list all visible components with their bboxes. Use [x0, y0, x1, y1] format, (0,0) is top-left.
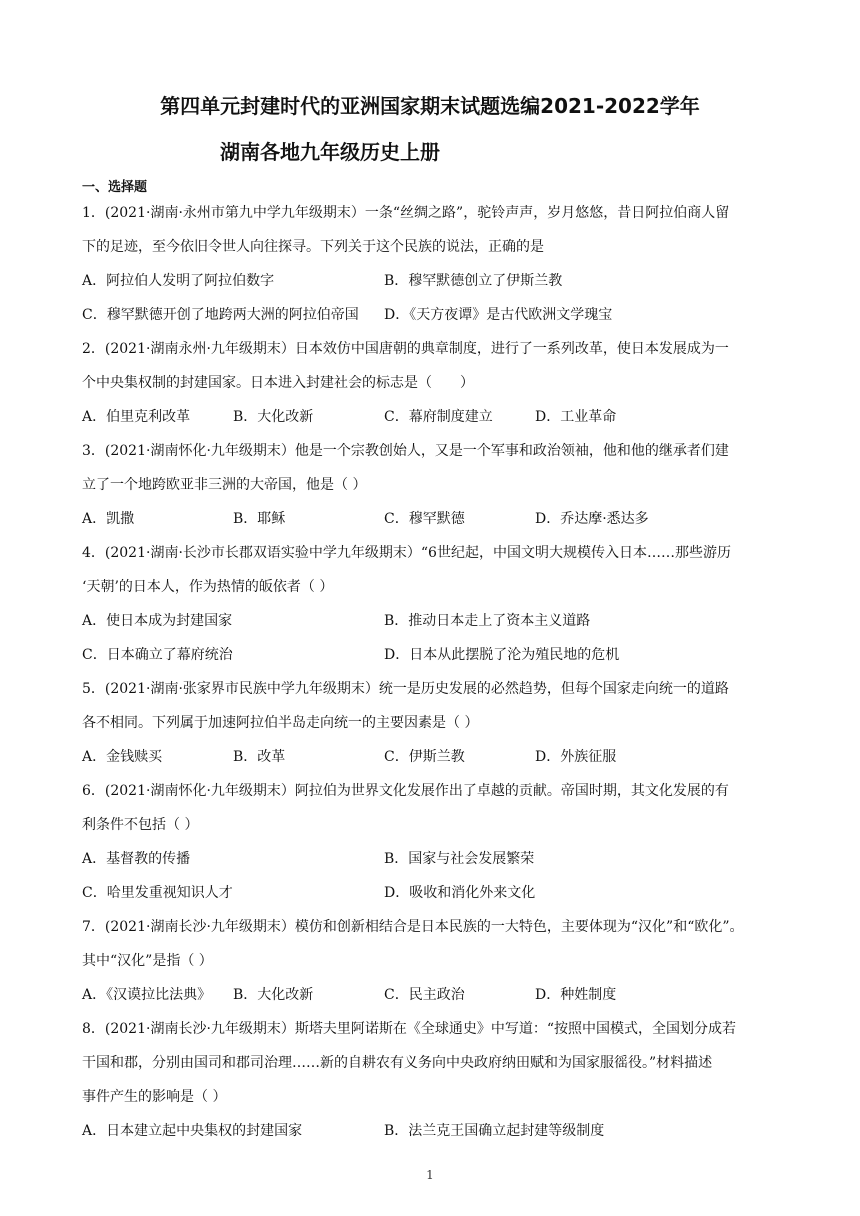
question-2-line-1: 2．(2021·湖南永州·九年级期末）日本效仿中国唐朝的典章制度，进行了一系列改革，使日本发展成为一	[82, 341, 729, 357]
question-3-line-2: 立了一个地跨欧亚非三洲的大帝国，他是（ ）	[82, 477, 367, 493]
question-1-option-a: A．阿拉伯人发明了阿拉伯数字	[82, 273, 275, 289]
question-5-option-d: D．外族征服	[535, 749, 617, 765]
question-4-option-d: D．日本从此摆脱了沦为殖民地的危机	[384, 647, 620, 663]
question-1-option-b: B．穆罕默德创立了伊斯兰教	[384, 273, 563, 289]
question-2-option-a: A．伯里克利改革	[82, 409, 191, 425]
question-4-line-1: 4．(2021·湖南·长沙市长郡双语实验中学九年级期末）“6世纪起，中国文明大规模传入日本……那些游历	[82, 545, 731, 561]
question-5-line-1: 5．(2021·湖南·张家界市民族中学九年级期末）统一是历史发展的必然趋势，但每个国家走向统一的道路	[82, 681, 729, 697]
question-3-line-1: 3．(2021·湖南怀化·九年级期末）他是一个宗教创始人，又是一个军事和政治领袖，他和他的继承者们建	[82, 443, 729, 459]
document-title: 第四单元封建时代的亚洲国家期末试题选编2021-2022学年	[160, 94, 700, 118]
question-4-line-2: ‘天朝’的日本人，作为热情的皈依者（ ）	[82, 579, 334, 595]
question-6-line-1: 6．(2021·湖南怀化·九年级期末）阿拉伯为世界文化发展作出了卓越的贡献。帝国时期，其文化发展的有	[82, 783, 729, 799]
question-1-line-1: 1．(2021·湖南·永州市第九中学九年级期末）一条“丝绸之路”，驼铃声声，岁月悠悠，昔日阿拉伯商人留	[82, 205, 730, 221]
question-5-option-a: A．金钱赎买	[82, 749, 163, 765]
question-8-option-a: A．日本建立起中央集权的封建国家	[82, 1123, 303, 1139]
question-7-option-c: C．民主政治	[384, 987, 465, 1003]
document-subtitle: 湖南各地九年级历史上册	[220, 140, 440, 164]
question-7-option-b: B．大化改新	[233, 987, 314, 1003]
question-7-option-a: A．《汉谟拉比法典》	[82, 987, 212, 1003]
question-7-line-2: 其中“汉化”是指（ ）	[82, 953, 213, 969]
question-1-option-d: D．《天方夜谭》是古代欧洲文学瑰宝	[384, 307, 613, 323]
question-3-option-a: A．凯撒	[82, 511, 135, 527]
question-3-option-d: D．乔达摩·悉达多	[535, 511, 649, 527]
question-6-option-c: C．哈里发重视知识人才	[82, 885, 233, 901]
question-5-option-c: C．伊斯兰教	[384, 749, 465, 765]
question-2-line-2: 个中央集权制的封建国家。日本进入封建社会的标志是（ ）	[82, 375, 474, 391]
question-6-option-d: D．吸收和消化外来文化	[384, 885, 536, 901]
question-2-option-d: D．工业革命	[535, 409, 617, 425]
question-8-option-b: B．法兰克王国确立起封建等级制度	[384, 1123, 605, 1139]
question-8-line-2: 干国和郡，分别由国司和郡司治理……新的自耕农有义务向中央政府纳田赋和为国家服徭役。”材料描述	[82, 1055, 713, 1071]
question-2-option-c: C．幕府制度建立	[384, 409, 493, 425]
question-3-option-c: C．穆罕默德	[384, 511, 465, 527]
question-5-line-2: 各不相同。下列属于加速阿拉伯半岛走向统一的主要因素是（ ）	[82, 715, 479, 731]
question-4-option-b: B．推动日本走上了资本主义道路	[384, 613, 591, 629]
question-1-option-c: C．穆罕默德开创了地跨两大洲的阿拉伯帝国	[82, 307, 359, 323]
page-number: 1	[426, 1168, 434, 1182]
question-8-line-1: 8．(2021·湖南长沙·九年级期末）斯塔夫里阿诺斯在《全球通史》中写道：“按照中国模式，全国划分成若	[82, 1021, 737, 1037]
question-8-line-3: 事件产生的影响是（ ）	[82, 1089, 227, 1105]
question-1-line-2: 下的足迹，至今依旧令世人向往探寻。下列关于这个民族的说法，正确的是	[82, 239, 544, 255]
question-4-option-c: C．日本确立了幕府统治	[82, 647, 233, 663]
question-7-line-1: 7．(2021·湖南长沙·九年级期末）模仿和创新相结合是日本民族的一大特色，主要体现为“汉化”和“欧化”。	[82, 919, 744, 935]
question-6-option-a: A．基督教的传播	[82, 851, 191, 867]
question-6-line-2: 利条件不包括（ ）	[82, 817, 199, 833]
question-2-option-b: B．大化改新	[233, 409, 314, 425]
section-heading: 一、选择题	[82, 180, 148, 195]
question-5-option-b: B．改革	[233, 749, 286, 765]
question-7-option-d: D．种姓制度	[535, 987, 617, 1003]
question-4-option-a: A．使日本成为封建国家	[82, 613, 233, 629]
question-3-option-b: B．耶稣	[233, 511, 286, 527]
question-6-option-b: B．国家与社会发展繁荣	[384, 851, 535, 867]
